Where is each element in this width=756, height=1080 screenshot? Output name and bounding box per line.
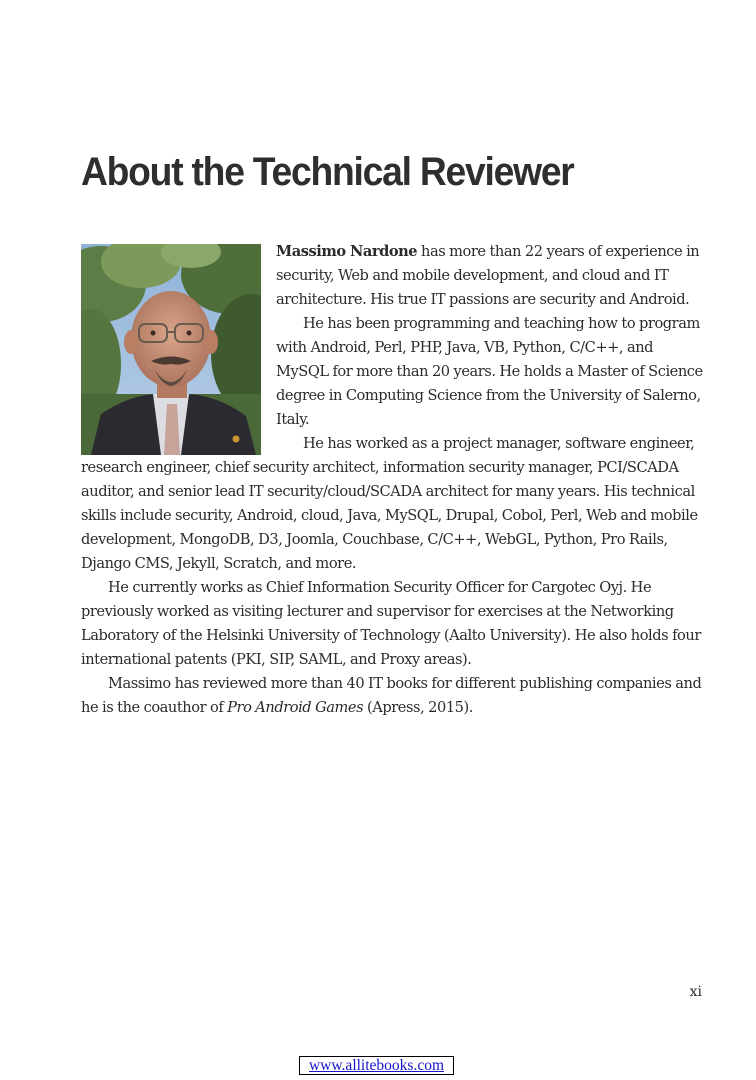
page-title: About the Technical Reviewer (81, 150, 574, 194)
reviewer-name: Massimo Nardone (276, 243, 418, 260)
bio-paragraph-5-end: (Apress, 2015). (363, 699, 473, 716)
bio-paragraph-2: He has been programming and teaching how to program with Android, Perl, PHP, Java, VB, Python, C/C++, and MySQL for more than 20 years. He holds a Master of Science degree in Computing Science from the University of Salerno, Italy. (276, 315, 703, 428)
portrait-illustration (81, 244, 261, 455)
reviewer-bio (81, 240, 703, 720)
bio-paragraph-5 (81, 672, 703, 720)
bio-paragraph-5-start: Massimo has reviewed more than 40 IT books for different publishing companies and he is the coauthor of (81, 675, 702, 716)
page-number: xi (689, 984, 702, 1000)
reviewer-portrait-photo (81, 244, 261, 455)
bio-paragraph-3: He has worked as a project manager, software engineer, research engineer, chief security architect, information security manager, PCI/SCADA auditor, and senior lead IT security/cloud/SCADA architect for many years. His technical skills include security, Android, cloud, Java, MySQL, Drupal, Cobol, Perl, Web and mobile development, MongoDB, D3, Joomla, Couchbase, C/C++, WebGL, Python, Pro Rails, Django CMS, Jekyll, Scratch, and more. (81, 435, 698, 572)
bio-paragraph-1-text: has more than 22 years of experience in security, Web and mobile development, and cloud and IT architecture. His true IT passions are security and Android. (276, 243, 700, 308)
book-title: Pro Android Games (227, 699, 364, 716)
footer-website-link[interactable]: www.allitebooks.com (299, 1056, 454, 1075)
bio-paragraph-4: He currently works as Chief Information Security Officer for Cargotec Oyj. He previously worked as visiting lecturer and supervisor for exercises at the Networking Laboratory of the Helsinki University of Technology (Aalto University). He also holds four international patents (PKI, SIP, SAML, and Proxy areas). (81, 579, 701, 668)
